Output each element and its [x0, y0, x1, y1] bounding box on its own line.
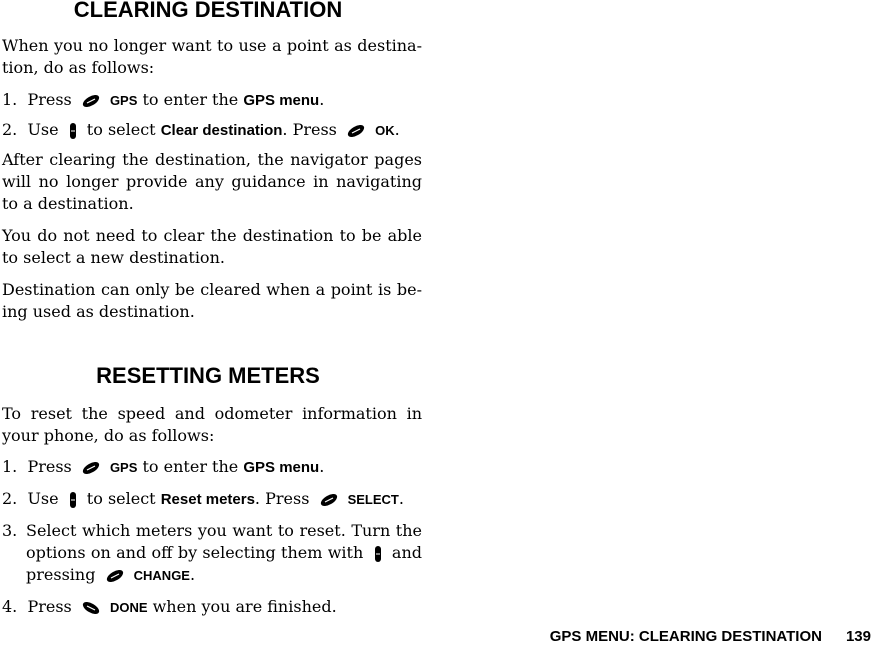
clearing-paragraph-2: You do not need to clear the destination to be able to select a new destination.	[2, 226, 422, 267]
step-text: to enter the	[142, 90, 239, 109]
step-text: . Press	[254, 489, 310, 508]
step-text: Use	[27, 120, 59, 139]
reset-step-1	[2, 456, 422, 479]
page-footer	[550, 628, 871, 645]
section-heading-clearing-destination: CLEARING DESTINATION	[73, 0, 343, 22]
step-number: 2.	[2, 489, 18, 508]
step-text: when you are finished.	[152, 597, 337, 616]
clear-step-1	[2, 89, 422, 112]
softkey-label: DONE	[109, 600, 148, 615]
step-number: 4.	[2, 597, 18, 616]
scroll-key-icon	[68, 122, 78, 140]
step-text: to enter the	[142, 457, 239, 476]
step-text: .	[319, 90, 325, 109]
clearing-paragraph-3: Destination can only be cleared when a point is be-ing used as destination.	[2, 280, 422, 321]
step-text: to select	[86, 489, 156, 508]
softkey-label: GPS	[109, 93, 138, 108]
menu-name: GPS menu	[243, 459, 320, 476]
step-text: Use	[27, 489, 59, 508]
step-text: Press	[27, 90, 72, 109]
softkey-left-icon	[81, 461, 101, 475]
scroll-key-icon	[373, 545, 383, 563]
menu-name: GPS menu	[243, 92, 320, 109]
step-text: to select	[86, 120, 156, 139]
softkey-label: CHANGE	[133, 568, 190, 583]
section-heading-resetting-meters: RESETTING METERS	[96, 363, 320, 388]
intro-clearing: When you no longer want to use a point as destina-tion, do as follows:	[2, 36, 422, 77]
step-number: 3.	[2, 521, 18, 540]
softkey-left-icon	[346, 124, 366, 138]
intro-resetting: To reset the speed and odometer information in your phone, do as follows:	[2, 404, 422, 445]
softkey-left-icon	[105, 569, 125, 583]
scroll-key-icon	[68, 491, 78, 509]
step-text: and pressing	[26, 543, 422, 584]
step-text: Press	[27, 597, 72, 616]
softkey-left-icon	[319, 493, 339, 507]
running-footer-title: GPS MENU: CLEARING DESTINATION	[549, 628, 822, 645]
step-text: .	[398, 489, 404, 508]
softkey-label: OK	[375, 123, 395, 138]
step-number: 1.	[2, 90, 18, 109]
step-body	[26, 520, 422, 587]
menu-item-name: Clear destination	[160, 122, 283, 139]
softkey-label: GPS	[109, 460, 138, 475]
softkey-label: SELECT	[347, 492, 399, 507]
reset-step-2	[2, 488, 422, 511]
step-text: . Press	[282, 120, 337, 139]
menu-item-name: Reset meters	[160, 491, 255, 508]
softkey-left-icon	[81, 94, 101, 108]
step-text: .	[394, 120, 400, 139]
softkey-right-icon	[81, 601, 101, 615]
step-text: Press	[27, 457, 72, 476]
page-number: 139	[845, 628, 871, 645]
reset-step-3	[2, 520, 422, 587]
step-text: .	[189, 565, 196, 584]
step-number: 1.	[2, 457, 18, 476]
clear-step-2	[2, 119, 422, 142]
reset-step-4	[2, 596, 422, 619]
step-number: 2.	[2, 120, 18, 139]
step-text: Select which meters you want to reset. Turn the options on and off by selecting them with	[26, 521, 422, 562]
clearing-paragraph-1: After clearing the destination, the navigator pages will no longer provide any guidance in navigating to a destination.	[2, 150, 422, 213]
step-text: .	[319, 457, 325, 476]
